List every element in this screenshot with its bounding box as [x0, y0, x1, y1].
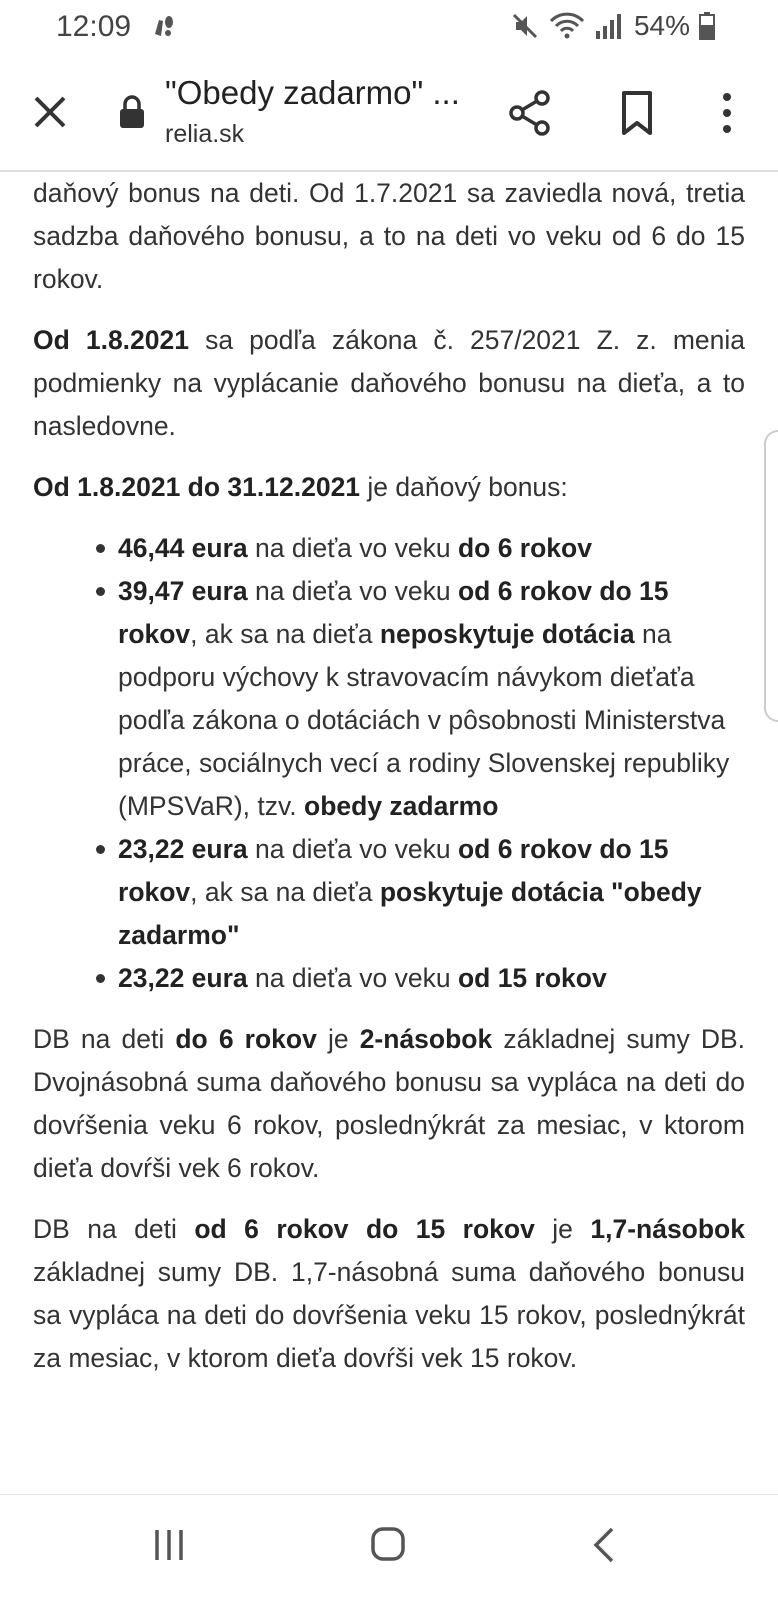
paragraph-intro: daňový bonus na deti. Od 1.7.2021 sa zaviedla nová, tretia sadzba daňového bonusu, a to na deti vo veku od 6 do 15 rokov. [33, 178, 745, 294]
back-icon[interactable] [590, 1525, 618, 1565]
page-domain[interactable]: relia.sk [165, 120, 245, 148]
share-icon[interactable] [505, 88, 555, 138]
wifi-icon [548, 11, 586, 41]
more-vert-icon[interactable] [712, 88, 742, 138]
list-item: 23,22 eura na dieťa vo veku od 6 rokov do 15 rokov, ak sa na dieťa poskytuje dotácia "obedy zadarmo" [33, 828, 745, 957]
battery-icon [698, 11, 716, 41]
paragraph-bonus-period: Od 1.8.2021 do 31.12.2021 je daňový bonus: [33, 472, 568, 502]
status-time: 12:09 [56, 10, 132, 43]
battery-percent: 54% [633, 10, 690, 41]
close-icon[interactable] [30, 92, 70, 132]
scroll-handle[interactable] [764, 430, 778, 722]
status-bar [0, 0, 778, 56]
system-nav-bar [0, 1494, 778, 1600]
notification-icon [150, 12, 180, 42]
page-title[interactable]: "Obedy zadarmo" ... [165, 74, 460, 111]
paragraph-under-6: DB na deti do 6 rokov je 2-násobok základnej sumy DB. Dvojnásobná suma daňového bonusu sa vypláca na deti do dovŕšenia veku 6 rokov, poslednýkrát za mesiac, v ktorom dieťa dovŕši vek 6 rokov. [33, 1024, 745, 1183]
paragraph-legal-change: Od 1.8.2021 sa podľa zákona č. 257/2021 Z. z. menia podmienky na vyplácanie daňového bonusu na dieťa, a to nasledovne. [33, 325, 745, 441]
status-icons [510, 10, 716, 42]
list-item: 39,47 eura na dieťa vo veku od 6 rokov do 15 rokov, ak sa na dieťa neposkytuje dotácia na podporu výchovy k stravovacím návykom dieťaťa podľa zákona o dotáciách v pôsobnosti Ministerstva práce, sociálnych vecí a rodiny Slovenskej republiky (MPSVaR), tzv. obedy zadarmo [33, 570, 745, 828]
signal-icon [594, 11, 622, 41]
paragraph-6-to-15: DB na deti od 6 rokov do 15 rokov je 1,7-násobok základnej sumy DB. 1,7-násobná suma daňového bonusu sa vypláca na deti do dovŕšenia veku 15 rokov, poslednýkrát za mesiac, v ktorom dieťa dovŕši vek 15 rokov. [33, 1214, 745, 1373]
mute-icon [510, 11, 540, 41]
browser-toolbar [0, 56, 778, 172]
home-icon[interactable] [370, 1525, 406, 1563]
lock-icon[interactable] [118, 94, 146, 130]
article-body [33, 172, 745, 1494]
recent-apps-icon[interactable] [153, 1527, 185, 1563]
bonus-list [33, 527, 745, 1000]
list-item: 23,22 eura na dieťa vo veku od 15 rokov [33, 957, 745, 1000]
bookmark-icon[interactable] [612, 88, 662, 138]
list-item: 46,44 eura na dieťa vo veku do 6 rokov [33, 527, 745, 570]
